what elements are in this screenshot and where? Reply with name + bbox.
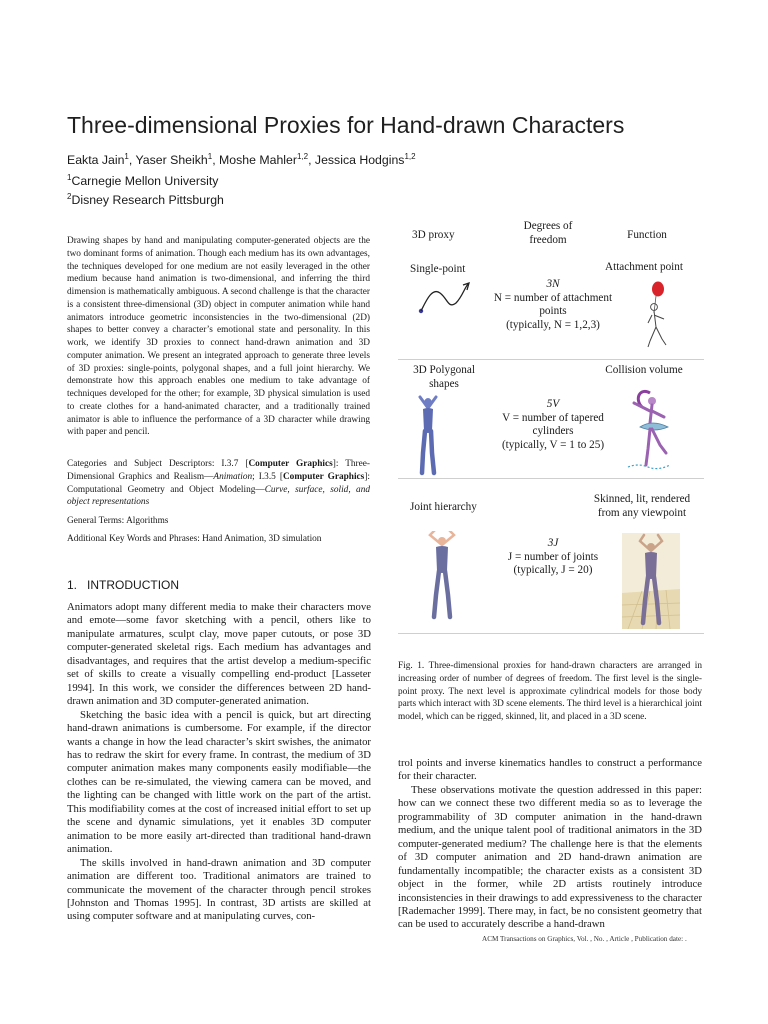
affiliation: $^1$Carnegie Mellon University [67,173,219,189]
row-dof: 3N N = number of attachment points (typically, N = 1,2,3) [493,278,613,331]
keywords: Additional Key Words and Phrases: Hand Animation, 3D simulation [67,534,322,544]
row-function: Attachment point [605,261,683,273]
affiliation: $^2$Disney Research Pittsburgh [67,192,224,208]
row-divider [398,478,704,479]
paragraph: Sketching the basic idea with a pencil is quick, but art directing hand-drawn animations is cumbersome. For example, if the director wants a change in how the lead character’s skirt swishes, the animator has to redraw the skirt for every frame. In contrast, the medium of 3D computer animation makes many components easily modifiable—the clothes can be re-simulated, the viewing camera can be moved, and the lighting can be changed with little work on the part of the artist. This modifiability comes at the cost of increased initial effort to set up the scene and dynamic simulations, yet it enables 3D computer animation to be more easily art-directed than traditional hand-drawn animation. [67,708,371,856]
row-proxy-label: Joint hierarchy [410,501,477,513]
polygonal-proxy-figure [414,395,444,477]
rendered-character-scene [622,533,680,629]
row-function: Collision volume [605,364,683,376]
paragraph: Animators adopt many different media to make their characters move and emote—some favor sketching with a pencil, others like to manipulate armatures, sculpt clay, move paper cutouts, or pose 3D computer-generated skeletal rigs. Each medium has advantages and disadvantages, and requires that the artist develop a medium-specific set of skills to create a visually compelling end-product [Lasseter 1994]. In this work, we consider the differences between 2D hand-drawn animation and 3D computer-generated animation. [67,601,371,708]
author: Jessica Hodgins$^{1,2}$ [314,152,416,168]
single-point-trajectory-icon [418,277,478,317]
header-dof: Degrees of freedom [523,220,573,246]
paragraph: The skills involved in hand-drawn animation and 3D computer animation are different too. Traditional animators are trained to communicate the movement of the character through pencil strokes [Johnston and Thomas 1995]. In contrast, 3D artists are skilled at using computer software and at manipulating curves, con- [67,856,371,923]
author: Moshe Mahler$^{1,2}$, [219,152,315,168]
simulated-cloth-dancer [620,385,686,473]
author: Eakta Jain$^1$, [67,152,136,168]
figure-caption: Fig. 1. Three-dimensional proxies for hand-drawn characters are arranged in increasing order of number of degrees of freedom. The first level is the single-point proxy. The next level is approximate cylindrical models for those body parts which interact with 3D scene elements. The third level is a hierarchical joint model, which can be rigged, skinned, lit, and placed in a 3D scene. [398,661,702,722]
author-list [67,152,416,167]
general-terms: General Terms: Algorithms [67,516,169,526]
author: Yaser Sheikh$^1$, [135,152,220,168]
journal-footer: ACM Transactions on Graphics, Vol. , No. , Article , Publication date: . [482,935,687,943]
paragraph: trol points and inverse kinematics handles to construct a performance for their character. [398,757,702,783]
row-function: Skinned, lit, rendered from any viewpoint [593,493,691,519]
categories: Categories and Subject Descriptors: I.3.7 [Computer Graphics]: Three-Dimensional Graphics and Realism—Animation; I.3.5 [Computer Graphics]: Computational Geometry and Object Modeling—Curve, surface, solid, and object representations [67,459,370,508]
row-proxy-label: 3D Polygonal shapes [413,364,475,390]
section-heading: 1. INTRODUCTION [67,578,180,592]
row-proxy-label: Single-point [410,263,466,275]
header-function: Function [627,229,667,241]
balloon-character-sketch [634,279,684,351]
intro-text [67,601,371,924]
right-column-text [398,757,702,932]
abstract: Drawing shapes by hand and manipulating computer-generated objects are the two dominant forms of animation. Though each medium has its own advantages, the techniques developed for one medium are not easily leveraged in the other medium because hand animation is two-dimensional, and inferring the third dimension is mathematically ambiguous. A second challenge is that the character is a consistent three-dimensional (3D) object in computer animation while hand animators introduce geometric inconsistencies in the two-dimensional (2D) shapes to better convey a character’s emotional state and personality. In this work, we identify 3D proxies to connect hand-drawn animation and 3D computer animation. We present an integrated approach to generate three levels of 3D proxies: single-points, polygonal shapes, and a full joint hierarchy. We demonstrate how this approach enables one medium to take advantage of techniques developed for the other; for example, 3D physical simulation is used to create clothes for a hand-animated character, and a traditionally trained animator is able to influence the performance of a 3D character while drawing with paper and pencil. [67,236,370,438]
row-dof: 3J J = number of joints (typically, J = 20) [507,537,599,576]
figure-bottom-rule [398,633,704,634]
header-proxy: 3D proxy [412,229,455,241]
joint-hierarchy-figure [420,531,464,623]
paragraph: These observations motivate the question addressed in this paper: how can we connect these two different media so as to leverage the programmability of 3D computer animation in the hand-drawn medium, and the unique talent pool of traditional animators in the 3D computer-generated medium? The challenge here is that the elements of 3D computer animation and 2D hand-drawn animation are fundamentally incompatible; the character exists as a consistent 3D object in the former, while 2D artists routinely introduce inconsistencies in their drawings to add expressiveness to the character [Rademacher 1999]. There may, in fact, be no consistent geometry that can be used to accurately describe a hand-drawn [398,783,702,931]
paper-title: Three-dimensional Proxies for Hand-drawn Characters [67,112,625,138]
figure-1 [398,215,704,635]
row-dof: 5V V = number of tapered cylinders (typically, V = 1 to 25) [501,398,605,451]
row-divider [398,359,704,360]
